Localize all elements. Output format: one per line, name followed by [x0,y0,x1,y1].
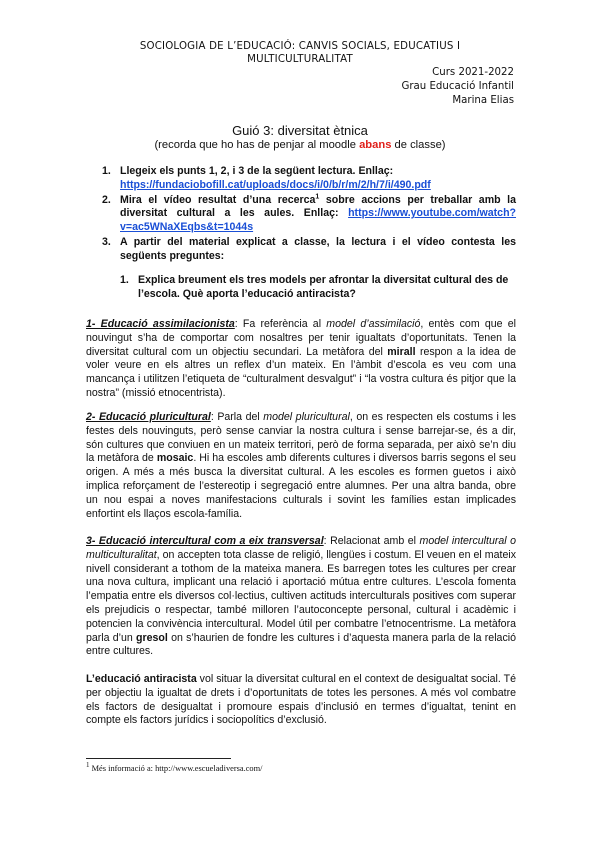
section-text: vol situar la diversitat cultural en el context de desigualtat social. Té per objectiu la igualtat de drets i d’oportunitats de totes les persones. A més vol combatre els factors de desigualtat i promoure espais d’inclusió en termes d’igualtat, tenint en compte els factors jurídics i sociopolítics d’exclusió. [86,673,516,727]
section-heading: 3- Educació intercultural com a eix transversal [86,535,324,547]
instruction-number: 1. [102,165,111,177]
section-pluricultural [86,411,516,521]
question-item [116,274,516,302]
instruction-text: A partir del material explicat a classe, la lectura i el vídeo contesta les següents preguntes: [120,235,516,262]
document-header [60,40,540,66]
section-term: model pluricultural [263,411,350,423]
instruction-text: Mira el vídeo resultat d’una recerca [120,193,316,206]
video-link[interactable]: https://www.youtube.com/watch?v=ac5WNaXEqbs&t=1044s [120,207,517,234]
section-text: : Parla del [210,411,264,423]
page-subtitle [60,138,540,152]
section-text: , on es respecten els costums i les festes dels nouvinguts, però sense canviar la nostra cultura i sense barrejar-se, és a dir, són cultures que conviuen en un mateix territori, però de forma separada, per això se’n diu la metàfora de [86,411,516,465]
degree-label: Grau Educació Infantil [401,81,514,92]
instruction-item [100,165,516,193]
section-term: model d’assimilació [326,318,421,330]
header-line-1: SOCIOLOGIA DE L’EDUCACIÓ: CANVIS SOCIALS, EDUCATIUS I [139,41,461,52]
section-text: respon a la idea de voler veure en els altres un reflex d’un mateix. En l’àmbit d’escola es veu com una mancança i utilitzen l’etiqueta de “culturalment desvalgut” i “la vostra cultura és pitjor que la nostra” (missió etnocentrista). [86,345,516,399]
instruction-text: Llegeix els punts 1, 2, i 3 de la següent lectura. Enllaç: [120,165,394,177]
section-keyword: L’educació antiracista [86,673,197,685]
section-heading: 1- Educació assimilacionista [86,318,235,330]
section-keyword: gresol [136,631,168,644]
section-keyword: mirall [387,345,416,358]
instruction-text: sobre accions per treballar amb la diversitat cultural a les aules. Enllaç: [120,193,516,220]
footnote-divider [86,758,231,759]
section-keyword: mosaic [156,452,194,465]
document-meta [401,66,514,108]
section-antiracist [86,673,516,728]
footnote [86,761,263,773]
section-term: model intercultural o multiculturalitat [86,535,516,561]
instruction-item [100,194,516,235]
question-number: 1. [120,274,129,286]
footnote-ref[interactable]: 1 [315,193,320,201]
subtitle-text: (recorda que ho has de penjar al moodle [154,139,360,151]
footnote-text: Més informació a: http://www.escueladiversa.com/ [89,764,263,773]
section-text: , entès com que el nouvingut s’ha de comportar com nosaltres per tenir igualtats d’oportunitats. Tenen la diversitat cultural com un objectiu secundari. La metàfora del [86,318,516,358]
section-heading: 2- Educació pluricultural [86,411,211,423]
subtitle-highlight: abans [359,139,392,151]
section-text: . Hi ha escoles amb diferents cultures i diversos barris segons el seu origen. A més a més busca la diversitat cultural. A les escoles es formen guetos i això implica reforçament de l’estereotip i segregació entre alumnes. Per una altra banda, obre un nou espai a noves manifestacions culturals i sovint les famílies estan implicades enfortint els llaços escola-família. [86,452,516,520]
section-assimilationist [86,318,516,401]
instructions-list [100,165,516,265]
author-label: Marina Elias [452,95,514,106]
section-intercultural [86,535,516,659]
footnote-mark: 1 [86,761,90,770]
instruction-number: 3. [102,235,111,248]
section-text: on s’haurien de fondre les cultures i d’aquesta manera parla de la relació entre cultures. [86,631,516,658]
section-text: , on accepten tota classe de religió, llengües i costum. El veuen en el mateix nivell considerant a tothom de la mateixa manera. Es barregen totes les cultures per crear una nova cultura, implicant una relació i aportació mútua entre cultures. L’escola fomenta l’empatia entre els diversos col·lectius, cultiven actituds interculturals positives com superar els prejudicis o respectar, també milloren l’autoconcepte personal, cultural i acadèmic i potencien la convivència intercultural. Model útil per combatre l’etnocentrisme. La metàfora parla d’un [86,548,516,644]
section-text: : Relacionat amb el [323,535,420,547]
section-text: : Fa referència al [234,318,327,330]
page-title: Guió 3: diversitat ètnica [232,123,368,138]
instruction-number: 2. [102,193,111,206]
question-text: Explica breument els tres models per afrontar la diversitat cultural des de l’escola. Què aporta l’educació antiracista? [138,274,509,300]
subtitle-text-end: de classe) [391,139,446,151]
reading-link[interactable]: https://fundaciobofill.cat/uploads/docs/i/0/b/r/m/2/h/7/i/490.pdf [120,178,431,191]
header-line-2: MULTICULTURALITAT [247,54,353,65]
course-label: Curs 2021-2022 [432,67,514,78]
instruction-item [100,236,516,264]
